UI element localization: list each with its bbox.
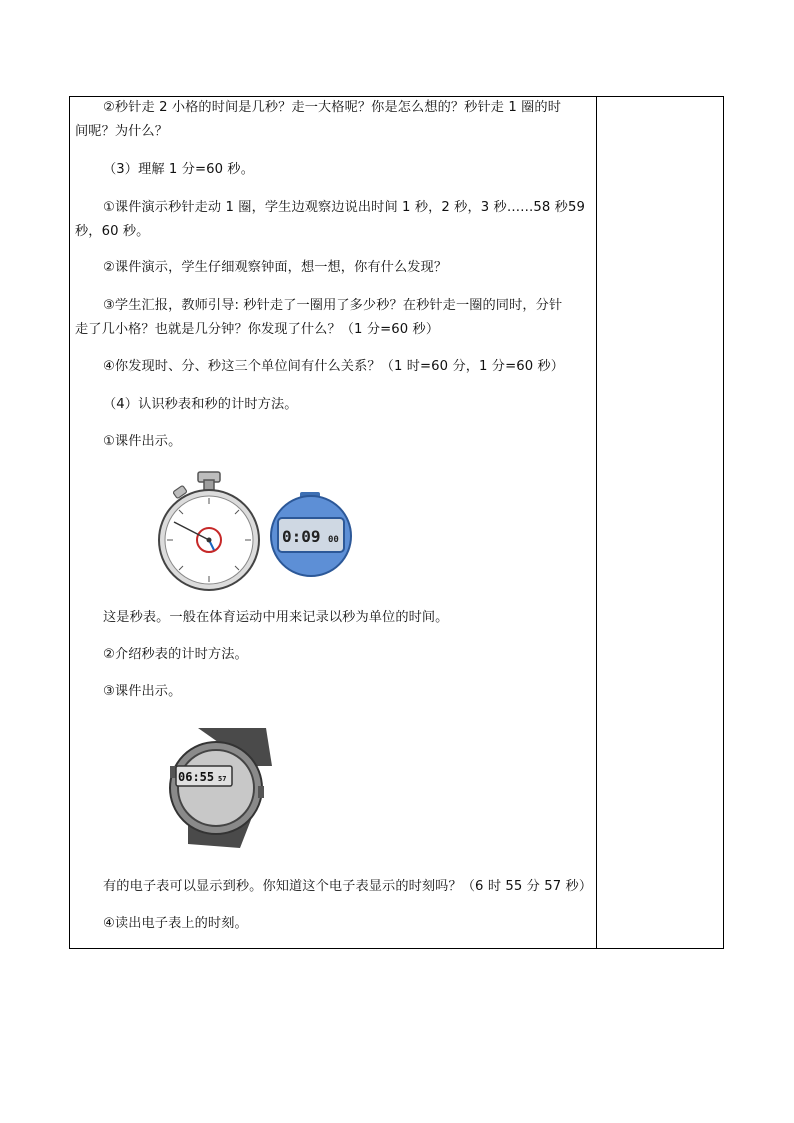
digital-stopwatch-illustration [268, 492, 354, 578]
text-line: ③课件出示。 [103, 684, 182, 699]
stopwatch-display: 0:09 [282, 527, 321, 546]
text-line: ②秒针走 2 小格的时间是几秒？走一大格呢？你是怎么想的？秒针走 1 圈的时 [103, 100, 561, 115]
text-line: 间呢？为什么？ [75, 124, 169, 139]
text-line: 有的电子表可以显示到秒。你知道这个电子表显示的时刻吗？（6 时 55 分 57 秒） [103, 879, 593, 894]
stopwatch-display-small: 00 [328, 535, 339, 545]
text-line: 秒，60 秒。 [75, 224, 150, 239]
text-line: ③学生汇报，教师引导: 秒针走了一圈用了多少秒？在秒针走一圈的同时，分针 [103, 298, 563, 313]
text-line: （3）理解 1 分=60 秒。 [103, 162, 254, 177]
digital-wristwatch-illustration [158, 726, 280, 850]
text-line: ②课件演示，学生仔细观察钟面，想一想，你有什么发现？ [103, 260, 448, 275]
text-line: （4）认识秒表和秒的计时方法。 [103, 397, 298, 412]
analog-stopwatch-illustration [152, 470, 264, 592]
text-line: 走了几小格？也就是几分钟？你发现了什么？（1 分=60 秒） [75, 322, 440, 337]
text-line: ④读出电子表上的时刻。 [103, 916, 248, 931]
text-line: ①课件出示。 [103, 434, 182, 449]
text-line: ④你发现时、分、秒这三个单位间有什么关系？（1 时=60 分，1 分=60 秒） [103, 359, 565, 374]
text-line: ②介绍秒表的计时方法。 [103, 647, 248, 662]
watch-display-small: 57 [218, 775, 227, 783]
text-line: ①课件演示秒针走动 1 圈，学生边观察边说出时间 1 秒，2 秒，3 秒……58 秒59 [103, 200, 585, 215]
watch-display: 06:55 [178, 770, 215, 784]
text-line: 这是秒表。一般在体育运动中用来记录以秒为单位的时间。 [103, 610, 449, 625]
table-column-divider [596, 96, 597, 949]
